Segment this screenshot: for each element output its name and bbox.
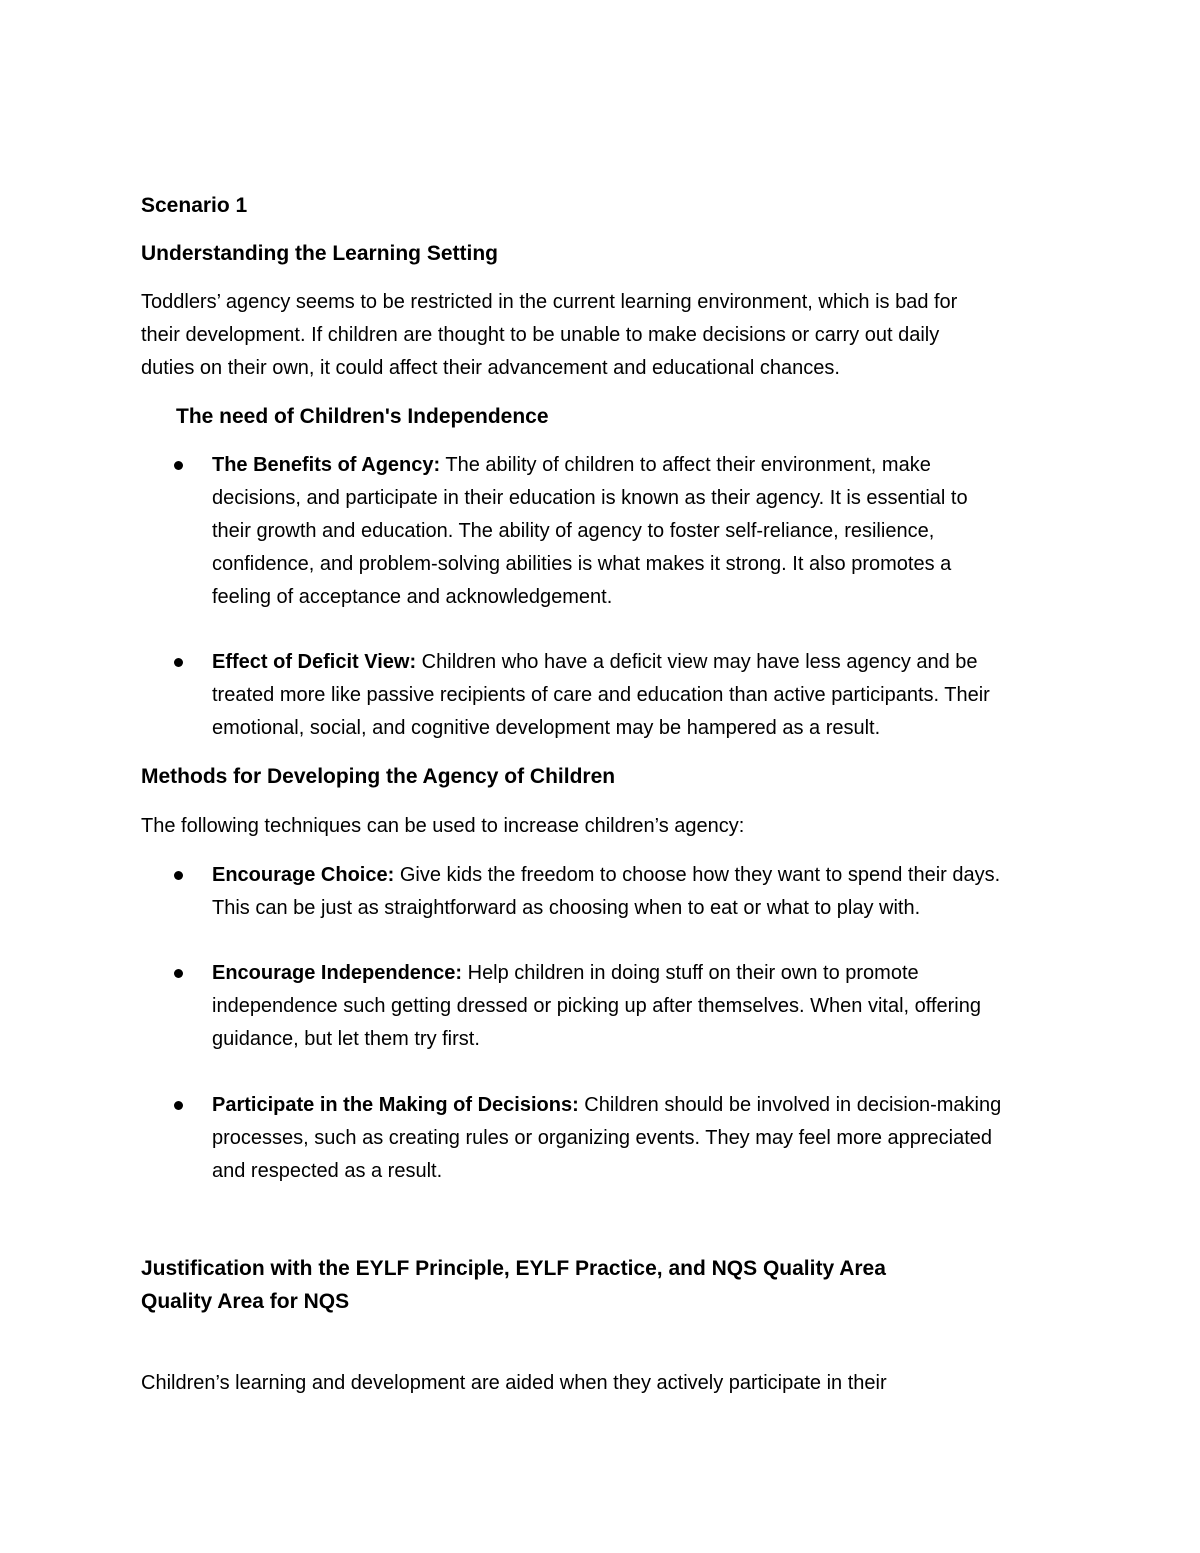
justification-paragraph [141, 1367, 1061, 1400]
paragraph-line: Toddlers’ agency seems to be restricted in the current learning environment, which is bad for [141, 291, 958, 313]
paragraph-line: Children’s learning and development are aided when they actively participate in their [141, 1372, 887, 1394]
bullet-line: treated more like passive recipients of care and education than active participants. Their [212, 684, 990, 706]
bullet-label: The Benefits of Agency: [212, 454, 441, 476]
bullet-line: and respected as a result. [212, 1160, 443, 1182]
bullet-line: This can be just as straightforward as choosing when to eat or what to play with. [212, 897, 921, 919]
bullet-line: independence such getting dressed or picking up after themselves. When vital, offering [212, 995, 981, 1017]
bullet-line: processes, such as creating rules or organizing events. They may feel more appreciated [212, 1127, 993, 1149]
bullet-line: guidance, but let them try first. [212, 1028, 480, 1050]
bullet-line: decisions, and participate in their education is known as their agency. It is essential to [212, 487, 968, 509]
bullet-text: The ability of children to affect their environment, make [440, 454, 931, 476]
methods-intro [141, 810, 1061, 843]
paragraph-line: their development. If children are thought to be unable to make decisions or carry out daily [141, 324, 940, 346]
bullet-text: Give kids the freedom to choose how they want to spend their days. [394, 864, 1001, 886]
bullet-label: Effect of Deficit View: [212, 651, 417, 673]
bullet-text: Help children in doing stuff on their own to promote [462, 962, 919, 984]
bullet-line: their growth and education. The ability of agency to foster self-reliance, resilience, [212, 520, 935, 542]
bullet-icon [174, 461, 183, 470]
bullet-line: confidence, and problem-solving abilities is what makes it strong. It also promotes a [212, 553, 952, 575]
bullet-encourage-choice [212, 859, 1062, 925]
section-heading-justification: Justification with the EYLF Principle, EYLF Practice, and NQS Quality Area [141, 1257, 886, 1280]
bullet-benefits-of-agency [212, 449, 1062, 614]
bullet-encourage-independence [212, 957, 1062, 1056]
section-heading-learning-setting: Understanding the Learning Setting [141, 242, 499, 265]
paragraph-line: duties on their own, it could affect their advancement and educational chances. [141, 357, 840, 379]
section-heading-independence: The need of Children's Independence [176, 405, 549, 428]
section-heading-methods: Methods for Developing the Agency of Children [141, 765, 616, 788]
section-subheading-nqs: Quality Area for NQS [141, 1290, 350, 1313]
bullet-icon [174, 1101, 183, 1110]
bullet-label: Encourage Choice: [212, 864, 395, 886]
bullet-text: Children should be involved in decision-making [578, 1094, 1002, 1116]
bullet-icon [174, 871, 183, 880]
scenario-title: Scenario 1 [141, 194, 248, 217]
bullet-line: emotional, social, and cognitive development may be hampered as a result. [212, 717, 881, 739]
bullet-line: feeling of acceptance and acknowledgement. [212, 586, 613, 608]
bullet-text: Children who have a deficit view may have less agency and be [416, 651, 978, 673]
paragraph-line: The following techniques can be used to increase children’s agency: [141, 815, 745, 837]
bullet-deficit-view [212, 646, 1062, 745]
bullet-participate-decisions [212, 1089, 1062, 1188]
bullet-label: Encourage Independence: [212, 962, 463, 984]
bullet-icon [174, 658, 183, 667]
learning-setting-paragraph [141, 286, 1061, 385]
bullet-icon [174, 969, 183, 978]
bullet-label: Participate in the Making of Decisions: [212, 1094, 579, 1116]
